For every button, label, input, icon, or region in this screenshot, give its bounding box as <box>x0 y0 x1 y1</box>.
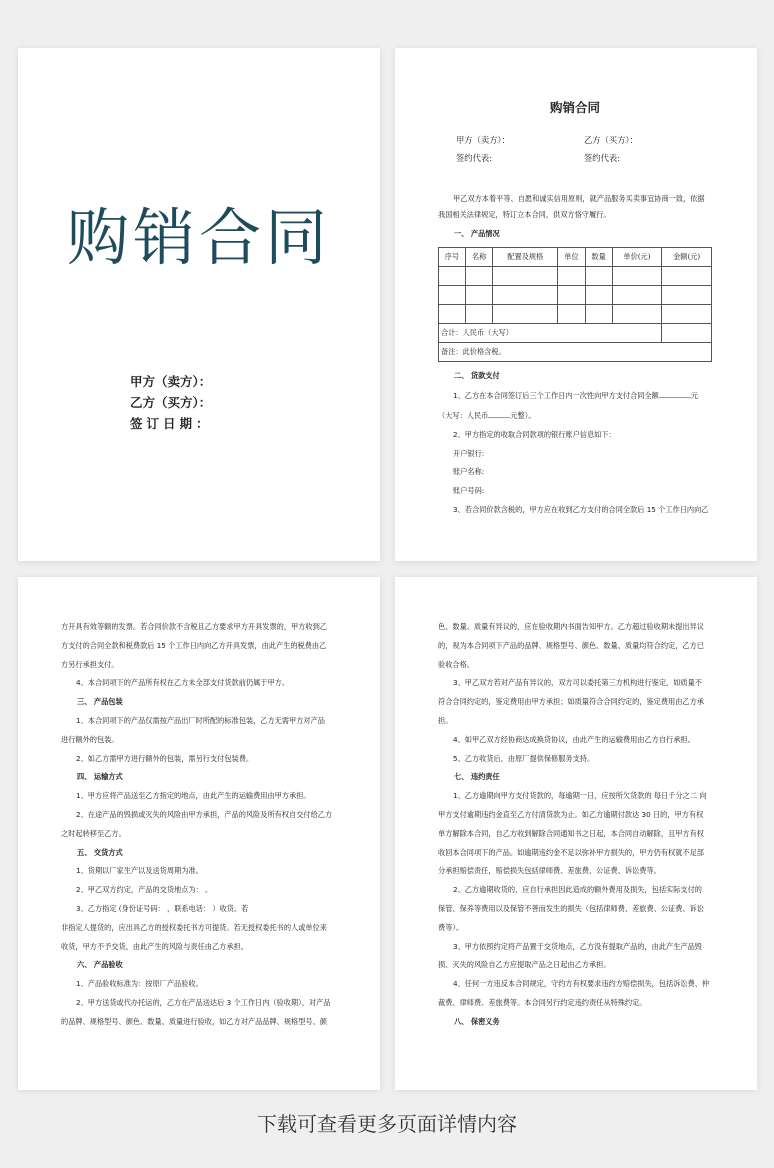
table-header: 名称 <box>466 248 493 267</box>
invoice-clause: 3、若合同价款含税的，甲方应在收到乙方支付的合同全款后 15 个工作日内向乙 <box>453 504 709 514</box>
paragraph-line: 3、甲方依照约定将产品置于交货地点，乙方没有提取产品的，由此产生产品毁 <box>453 941 702 951</box>
bank-name-label: 开户银行: <box>453 448 485 458</box>
intro-text: 甲乙双方本着平等、自愿和诚实信用原则，就产品服务买卖事宜协商一致，依据 <box>453 194 705 203</box>
paragraph-line: 方另行承担支付。 <box>61 659 119 669</box>
paragraph-line: 的品牌、规格型号、颜色、数量、质量进行验收，如乙方对产品品牌、规格型号、颜 <box>61 1016 327 1026</box>
section-heading: 一、 产品情况 <box>454 228 500 238</box>
footer-caption: 下载可查看更多页面详情内容 <box>257 1112 517 1136</box>
table-row <box>439 267 712 286</box>
paragraph-line: 进行额外的包装。 <box>61 734 119 744</box>
paragraph-line: 验收合格。 <box>438 659 474 669</box>
party-grid <box>438 134 712 164</box>
paragraph-line: 2、如乙方需甲方进行额外的包装，需另行支付包装费。 <box>76 753 254 763</box>
cover-page <box>18 48 380 561</box>
party-a-label: 甲方（卖方）： <box>456 135 510 145</box>
paragraph-line: 3、甲乙双方若对产品有异议的，双方可以委托第三方机构进行鉴定，如质量不 <box>453 678 702 688</box>
contract-page-3 <box>395 577 757 1090</box>
account-name-label: 账户名称: <box>453 467 485 477</box>
rep-b-label: 签约代表: <box>584 153 620 163</box>
section-heading: 五、 交货方式 <box>77 847 123 857</box>
paragraph-line: 4、任何一方违反本合同规定，守约方有权要求违约方赔偿损失，包括诉讼费、仲 <box>453 979 710 989</box>
paragraph-line: 符合合同约定的，鉴定费用由甲方承担；如质量符合合同约定的，鉴定费用由乙方承 <box>438 697 704 707</box>
payment-clause-text: 1、乙方在本合同签订后三个工作日内一次性向甲方支付合同全额 <box>453 391 659 401</box>
section-heading: 六、 产品验收 <box>77 960 123 970</box>
table-header: 单位 <box>558 248 585 267</box>
cover-party-a: 甲方（卖方）： <box>130 374 212 389</box>
paragraph-line: 费等）。 <box>438 922 464 932</box>
section-heading: 七、 违约责任 <box>454 772 500 782</box>
paragraph-line: 2、甲乙双方约定，产品的交货地点为： 。 <box>76 885 213 895</box>
paragraph-line: 分承担赔偿责任，赔偿损失包括律师费、差旅费、公证费、诉讼费等。 <box>438 866 661 876</box>
payment-clause-2 <box>438 410 712 421</box>
intro-text-2: 我国相关法律规定，特订立本合同，供双方恪守履行。 <box>438 209 611 219</box>
blank-field <box>659 390 691 398</box>
page-body <box>61 622 335 1036</box>
table-header: 数量 <box>585 248 612 267</box>
document-title: 购销合同 <box>549 100 600 115</box>
paragraph-line: 3、乙方指定 (身份证号码： ，联系电话： ）收货。若 <box>76 903 249 913</box>
table-header-row <box>439 248 712 267</box>
bank-info-intro: 2、甲方指定的收取合同款项的银行账户信息如下： <box>453 429 616 439</box>
paragraph-line: 非指定人提货的，应出具乙方的授权委托书方可提货。若无授权委托书的人或单位来 <box>61 922 327 932</box>
paragraph-line: 4、如甲乙双方经协商达成换货协议，由此产生的运输费用由乙方自行承担。 <box>453 734 695 744</box>
paragraph-line: 收货，甲方不予交货，由此产生的风险与责任由乙方承担。 <box>61 941 248 951</box>
paragraph-line: 损、灭失的风险自乙方应提取产品之日起由乙方承担。 <box>438 960 611 970</box>
cover-party-b: 乙方（买方）： <box>130 395 212 410</box>
section-heading: 八、 保密义务 <box>454 1016 500 1026</box>
section-heading: 二、 货款支付 <box>454 371 500 381</box>
paragraph-line: 1、本合同项下的产品仅需按产品出厂时所配的标准包装，乙方无需甲方对产品 <box>76 715 325 725</box>
paragraph-line: 5、乙方收货后，由原厂提供保修服务支持。 <box>453 753 595 763</box>
paragraph-line: 2、甲方送货或代办托运的，乙方在产品送达后 3 个工作日内（验收期），对产品 <box>76 997 331 1007</box>
section-heading: 三、 产品包装 <box>77 697 123 707</box>
payment-clause-unit: 元整）。 <box>510 410 536 420</box>
table-header: 序号 <box>439 248 466 267</box>
payment-clause <box>438 390 712 401</box>
table-header: 配置及规格 <box>493 248 558 267</box>
table-header: 单价(元) <box>612 248 662 267</box>
payment-clause-unit: 元 <box>690 391 699 401</box>
paragraph-line: 1、货期以厂家生产以及送货周期为准。 <box>76 866 203 876</box>
rep-a-label: 签约代表: <box>456 153 492 163</box>
paragraph-line: 裁费、律师费、差旅费等。本合同另行约定违约责任从特殊约定。 <box>438 997 647 1007</box>
paragraph-line: 之时起转移至乙方。 <box>61 828 126 838</box>
paragraph-line: 的，视为本合同项下产品的品牌、规格型号、颜色、数量、质量均符合约定，乙方已 <box>438 640 704 650</box>
contract-page-1 <box>395 48 757 561</box>
paragraph-line: 收回本合同项下的产品。如逾期违约金不足以弥补甲方损失的，甲方仍有权就不足部 <box>438 847 704 857</box>
cover-title: 购销合同 <box>66 201 331 274</box>
paragraph-line: 1、甲方应将产品送至乙方指定的地点，由此产生的运输费用由甲方承担。 <box>76 791 311 801</box>
paragraph-line: 1、乙方逾期向甲方支付货款的，每逾期一日，应按所欠货款的 每日千分之二 向 <box>453 791 707 801</box>
blank-field <box>488 410 510 418</box>
table-header: 金额(元) <box>662 248 712 267</box>
product-table <box>438 247 712 362</box>
table-row <box>439 305 712 324</box>
remark-cell: 备注：此价格含税。 <box>439 343 712 362</box>
paragraph-line: 担。 <box>438 715 453 725</box>
table-row <box>439 286 712 305</box>
table-total-row <box>439 324 712 343</box>
paragraph-line: 单方解除本合同，自乙方收到解除合同通知书之日起，本合同自动解除，且甲方有权 <box>438 828 704 838</box>
contract-page-2 <box>18 577 380 1090</box>
paragraph-line: 甲方支付逾期违约金直至乙方付清货款为止。如乙方逾期付款达 30 日的，甲方有权 <box>438 809 704 819</box>
total-cell: 合计：人民币（大写） <box>439 324 662 343</box>
cover-sign-date: 签订日期： <box>130 416 213 431</box>
paragraph-line: 1、产品验收标准为：按原厂产品验收。 <box>76 979 203 989</box>
paragraph-line: 2、在途产品的毁损或灭失的风险由甲方承担，产品的风险及所有权自交付给乙方 <box>76 809 333 819</box>
account-number-label: 账户号码: <box>453 486 485 496</box>
section-heading: 四、 运输方式 <box>77 772 123 782</box>
paragraph-line: 色、数量、质量有异议的，应在验收期内书面告知甲方。乙方超过验收期未提出异议 <box>438 622 704 631</box>
payment-clause-text: （大写：人民币 <box>438 410 489 420</box>
paragraph-line: 4、本合同项下的产品所有权在乙方未全部支付货款前仍属于甲方。 <box>76 678 290 688</box>
paragraph-line: 方支付的合同全款和税费款后 15 个工作日内向乙方开具发票，由此产生的税费由乙 <box>61 640 327 650</box>
table-remark-row <box>439 343 712 362</box>
paragraph-line: 保管、保养等费用以及保管不善而发生的损失（包括律师费、差旅费、公证费、诉讼 <box>438 903 704 913</box>
paragraph-line: 2、乙方逾期收货的，应自行承担因此造成的额外费用及损失，包括实际支付的 <box>453 885 702 895</box>
cover-party-block <box>130 371 213 434</box>
party-b-label: 乙方（买方）： <box>584 135 638 145</box>
paragraph-line: 方开具有效等额的发票。若合同价款不含税且乙方要求甲方开具发票的，甲方收到乙 <box>61 622 327 631</box>
page-body <box>438 622 712 1036</box>
